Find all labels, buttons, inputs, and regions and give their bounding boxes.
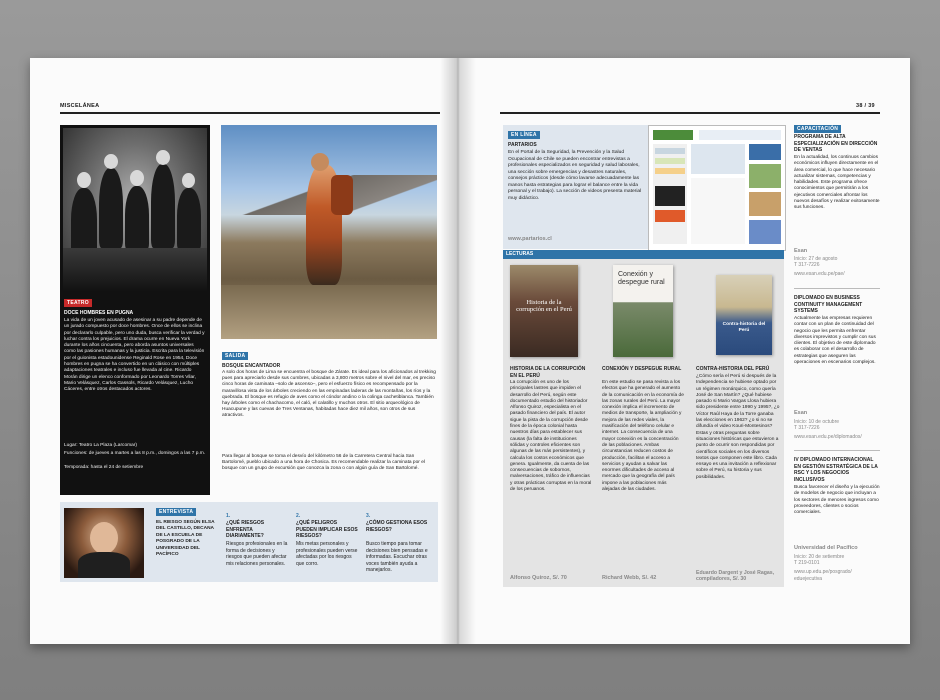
cap-3-url[interactable]: www.up.edu.pe/posgrado/ eduejecutiva: [794, 569, 852, 582]
teatro-season: Temporada: hasta el 24 de setiembre: [64, 465, 144, 470]
section-header: MISCELÁNEA: [60, 103, 100, 109]
cap-2-url[interactable]: www.esan.edu.pe/diplomados/: [794, 434, 862, 440]
q1-answer: Riesgos profesionales en la forma de decisiones y riesgos que pueden afectar mis relaciones personales.: [226, 541, 288, 567]
cap-3-org: Universidad del Pacífico: [794, 545, 858, 551]
capacitacion-tag: CAPACITACIÓN: [794, 125, 841, 133]
page-numbers: 38 / 39: [856, 103, 875, 109]
enlinea-url: www.partarios.cl: [508, 236, 552, 242]
cap-1-phone: T 317-7226: [794, 262, 820, 268]
book-1-cover: Historia de la corrupción en el Perú: [510, 265, 578, 357]
cap-2-phone: T 317-7226: [794, 425, 820, 431]
book-3-body: ¿Cómo sería el Perú si después de la Independencia se hubiese optado por un régimen monárquico, como quería José de San Martín? ¿Qué hubiese pasado si Mario Vargas Llosa hubiera sido presidente entre 1990 y 1995?, ¿o Víctor Raúl Haya de la Torre ganaba las elecciones en 1962? ¿o si no se difundía el video Kouri-Montesinos? Estas y otras preguntas sobre situaciones históricas que estuvieron a punto de ocurrir son respondidas por científicos sociales en los diversos textos que componen este libro. Cada ensayo es una invitación a reflexionar sobre el Perú, su historia y sus posibilidades.: [696, 374, 780, 480]
salida-title: BOSQUE ENCANTADOR: [222, 363, 281, 369]
entrevista-intro: EL RIESGO SEGÚN ELSA DEL CASTILLO, DECANA DE LA ESCUELA DE POSGRADO DE LA UNIVERSIDAD DEL PACÍFICO: [156, 520, 215, 558]
lecturas-tag: LECTURAS: [506, 251, 534, 257]
salida-tag: SALIDA: [222, 352, 248, 360]
book-3-credit: Eduardo Dargent y José Ragas, compiladores, S/. 30: [696, 570, 775, 582]
q1-number: 1.: [226, 513, 231, 519]
sidebar-divider: [794, 288, 880, 289]
cap-3-phone: T 219-0101: [794, 560, 820, 566]
cap-3-start: Inicio: 20 de setiembre: [794, 554, 845, 560]
enlinea-title: PARTARIOS: [508, 142, 537, 148]
salida-body-2: Para llegar al bosque se toma el desvío del kilómetro 56 de la Carretera Central hacia San Bartolomé, pueblo ubicado a una hora de Chosica. Es recomendable realizar la caminata por el bosque con un grupo de excursión que conozca la zona o con algún guía de San Bartolomé.: [222, 454, 425, 472]
enlinea-body: En el Portal de la Seguridad, la Prevención y la Salud Ocupacional de Chile se pueden encontrar entrevistas a profesionales especializados en seguridad y salud laborales, una sección sobre emergencias y desastres naturales, consejos prácticos (desde cómo lavarse adecuadamente las manos hasta estrategias para lograr el balance entre la vida personal y el trabajo). La sección de videos presenta material muy didáctico.: [508, 150, 642, 201]
cap-1-start: Inicio: 27 de agosto: [794, 256, 838, 262]
spine-shadow: [440, 58, 476, 644]
q3-question: ¿CÓMO GESTIONA ESOS RIESGOS?: [366, 520, 428, 533]
book-3-cover: Contra-historia del Perú: [716, 275, 772, 355]
q3-answer: Busco tiempo para tomar decisiones bien pensadas e informadas. Escuchar otras voces también ayuda a manejarlos.: [366, 541, 428, 574]
q2-question: ¿QUÉ PELIGROS PUEDEN IMPLICAR ESOS RIESGOS?: [296, 520, 358, 540]
cap-2-title: DIPLOMADO EN BUSINESS CONTINUITY MANAGEMENT SYSTEMS: [794, 295, 863, 315]
q2-answer: Mis metas personales y profesionales pueden verse afectadas por los riesgos que corro.: [296, 541, 358, 567]
book-1-body: La corrupción es uno de los principales lastres que impiden el desarrollo del Perú, según este documentado estudio del historiador Alfonso Quiroz, especialista en el pasado financiero del país. El autor sigue la pista de la corrupción desde fines de la época colonial hasta nuestros días para establecer sus causas (la falta de instituciones sólidas y controles eficientes son algunas de las más persistentes), y calcula los costos económicos que genera. Igualmente, da cuenta de las consecuencias de sobornos, malversaciones, tráfico de influencias y otras prácticas corruptas en la moral de los peruanos.: [510, 380, 592, 493]
cap-2-body: Actualmente las empresas requieren contar con un plan de continuidad del negocio que les permita enfrentar diversos imprevistos y cumplir con sus clientes. El objetivo de este diplomado es colaborar con el desarrollo de estrategias que aseguren las operaciones en escenarios complejos.: [794, 316, 876, 366]
entrevista-photo: [64, 508, 144, 578]
lecturas-bar: [503, 250, 784, 259]
book-2-cover: Conexión y despegue rural: [613, 265, 673, 357]
enlinea-tag: EN LÍNEA: [508, 131, 540, 139]
header-rule: [60, 112, 440, 114]
cap-1-body: En la actualidad, los continuos cambios económicos influyen directamente en el área comercial, lo que hace necesario actualizar sistemas, competencias y habilidades. Este programa ofrece conocimientos que permitirán a los ejecutivos comerciales afrontar los nuevos desafíos y realizar exitosamente sus funciones.: [794, 155, 880, 211]
cap-1-url[interactable]: www.esan.edu.pe/pae/: [794, 271, 845, 277]
teatro-functions: Funciones: de jueves a martes a las 8 p.m., domingos a las 7 p.m.: [64, 451, 206, 456]
book-2-body: En este estudio se pasa revista a los efectos que ha generado el aumento de la comunicación en la economía de las zonas rurales del Perú. La mayor conexión implica el incremento de medios de transporte, la ampliación y mejora de las redes viales, la masificación del teléfono celular e internet. La consecuencia de una mayor conexión es la concentración de las poblaciones. Ambas circunstancias reducen costos de producción, facilitan el acceso a servicios y ayudan a salvar las enormes dificultades de acceso al mercado que la geografía del país impone a las poblaciones más alejadas de las ciudades.: [602, 380, 684, 493]
q3-number: 3.: [366, 513, 371, 519]
cap-3-body: Busca favorecer el diseño y la ejecución de modelos de negocio que incluyan a los sectores de menores ingresos como proveedores, clientes o socios comerciales.: [794, 485, 880, 516]
q2-number: 2.: [296, 513, 301, 519]
website-screenshot: [648, 125, 786, 251]
salida-body-1: A solo dos horas de Lima se encuentra el bosque de Zárate. Es ideal para los aficionados al trekking pues para apreciarlo desde sus cumbres, ubicadas a 3,800 metros sobre el nivel del mar, es preciso cinco horas de caminata –solo de ascenso–, pero el esfuerzo físico es recompensado por la maravillosa vista de los árboles creciendo en las empinadas laderas de las montañas, los ríos y la quebrada. El bosque es refugio de aves como el cóndor andino o la colinga cachetiblanca. También hay árboles como el chachacomo, el caló, el calatillo y muchos otros. El sitio arqueológico de Huacupune y las cuevas de Tres Ventanas, habitadas hace diez mil años, son otros de sus atractivos.: [222, 370, 436, 419]
cap-3-title: IV DIPLOMADO INTERNACIONAL EN GESTIÓN ESTRATÉGICA DE LA RSC Y LOS NEGOCIOS INCLUSIVOS: [794, 457, 878, 483]
cap-2-org: Esan: [794, 410, 808, 416]
salida-photo: [221, 125, 437, 339]
q1-question: ¿QUÉ RIESGOS ENFRENTA DIARIAMENTE?: [226, 520, 265, 540]
book-3-title: CONTRA-HISTORIA DEL PERÚ: [696, 366, 770, 372]
sidebar-divider: [794, 450, 880, 451]
book-2-credit: Richard Webb, S/. 42: [602, 575, 657, 581]
book-1-title: HISTORIA DE LA CORRUPCIÓN EN EL PERÚ: [510, 366, 586, 379]
entrevista-tag: ENTREVISTA: [156, 508, 196, 516]
teatro-tag: TEATRO: [64, 299, 92, 307]
cap-1-org: Esan: [794, 248, 808, 254]
teatro-place: Lugar: Teatro La Plaza (Larcomar): [64, 443, 137, 448]
teatro-photo: [63, 128, 207, 292]
book-1-credit: Alfonso Quiroz, S/. 70: [510, 575, 567, 581]
teatro-title: DOCE HOMBRES EN PUGNA: [64, 310, 134, 316]
cap-2-start: Inicio: 10 de octubre: [794, 419, 840, 425]
header-rule-right: [500, 112, 880, 114]
book-2-title: CONEXIÓN Y DESPEGUE RURAL: [602, 366, 682, 372]
teatro-body: La vida de un joven acusado de asesinar a su padre depende de un jurado compuesto por doce hombres. Once de ellos se inclina por declararlo culpable, pero uno duda, busca verificar la verdad y luchar contra los prejuicios. El drama ocurre en Nueva York durante los años cincuenta, pero aborda asuntos universales como las pasiones humanas y la justicia. Escrita para la televisión por el guionista estadounidense Reginald Rose en 1954, Doce hombres en pugna se ha convertido en un clásico con múltiples adaptaciones teatrales e incluso fue llevada al cine. Ricardo Morán dirige un elenco conformado por Leonardo Torres Vilar, Mario Velásquez, Carlos Gassols, Ricardo Velásquez, Lucho Cáceres, entre otros destacados actores.: [64, 318, 205, 393]
cap-1-title: PROGRAMA DE ALTA ESPECIALIZACIÓN EN DIRECCIÓN DE VENTAS: [794, 134, 878, 154]
